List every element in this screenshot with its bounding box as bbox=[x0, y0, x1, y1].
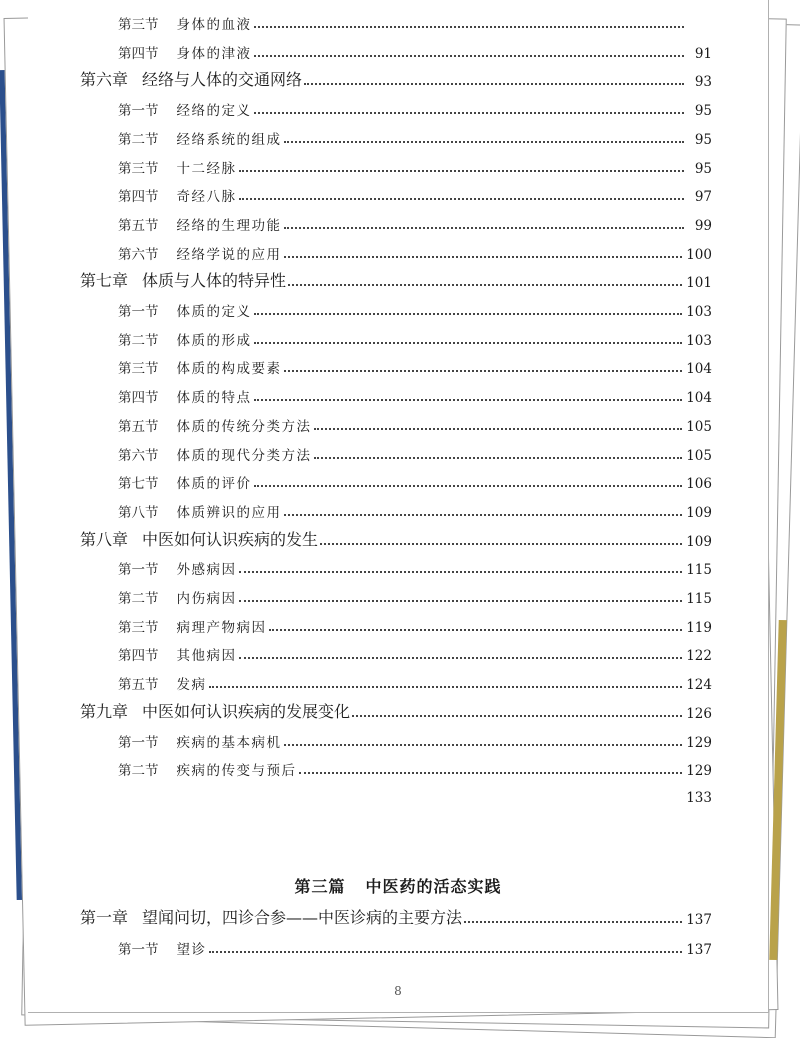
toc-page-number: 109 bbox=[686, 504, 712, 521]
toc-entry-title: 疾病的基本病机 bbox=[176, 734, 282, 751]
toc-page-number: 101 bbox=[686, 275, 712, 292]
toc-entry-label: 第六节 bbox=[118, 447, 159, 464]
toc-section-row[interactable] bbox=[118, 97, 712, 119]
toc-entry-label: 第五节 bbox=[118, 677, 159, 694]
toc-page-number: 100 bbox=[686, 246, 712, 263]
toc-chapter-row[interactable] bbox=[80, 269, 712, 291]
toc-dot-leader bbox=[209, 686, 683, 688]
toc-page-number: 104 bbox=[686, 361, 712, 378]
toc-page-number: 133 bbox=[686, 789, 712, 806]
toc-entry-label: 第一节 bbox=[118, 103, 159, 120]
toc-entry-label: 第三节 bbox=[118, 17, 159, 33]
toc-page-number: 126 bbox=[686, 705, 712, 722]
toc-dot-leader bbox=[254, 485, 683, 487]
toc-dot-leader bbox=[284, 141, 685, 143]
toc-entry-title: 中医如何认识疾病的发展变化 bbox=[142, 701, 351, 721]
toc-section-row[interactable] bbox=[118, 729, 712, 751]
toc-entry-title: 望诊 bbox=[176, 942, 207, 958]
toc-page-number: 103 bbox=[686, 304, 712, 320]
toc-entry-title: 其他病因 bbox=[176, 648, 237, 665]
toc-entry-title: 奇经八脉 bbox=[176, 189, 237, 206]
toc-section-row[interactable] bbox=[118, 585, 712, 607]
toc-section-row[interactable] bbox=[118, 757, 712, 779]
toc-section-row[interactable] bbox=[118, 40, 712, 62]
toc-entry-label: 第四节 bbox=[118, 189, 159, 206]
toc-dot-leader bbox=[288, 284, 682, 286]
toc-section-row[interactable] bbox=[118, 212, 712, 234]
toc-entry-title: 体质的形成 bbox=[176, 332, 252, 349]
toc-page-number: 124 bbox=[686, 677, 712, 694]
toc-section-row[interactable] bbox=[118, 384, 712, 406]
toc-dot-leader bbox=[239, 657, 683, 659]
toc-entry-label: 第四节 bbox=[118, 390, 159, 407]
toc-entry-label: 第一节 bbox=[118, 942, 159, 958]
toc-entry-label: 第二节 bbox=[118, 591, 159, 607]
toc-page-number: 93 bbox=[694, 74, 712, 91]
toc-entry-label: 第四节 bbox=[118, 45, 159, 62]
toc-dot-leader bbox=[284, 514, 683, 516]
toc-section-row[interactable] bbox=[118, 241, 712, 263]
toc-section-row[interactable] bbox=[118, 470, 712, 492]
toc-entry-title: 望闻问切，四诊合参——中医诊病的主要方法 bbox=[142, 908, 463, 927]
toc-page bbox=[28, 0, 769, 1013]
toc-chapter-row[interactable] bbox=[80, 906, 712, 928]
part-heading bbox=[28, 874, 768, 897]
toc-entry-title: 中医如何认识疾病的发生 bbox=[142, 529, 319, 549]
toc-page-number: 91 bbox=[694, 45, 712, 62]
toc-entry-title: 体质的传统分类方法 bbox=[176, 418, 312, 435]
toc-entry-title: 发病 bbox=[176, 677, 207, 694]
toc-page-number: 95 bbox=[694, 103, 712, 120]
toc-entry-title: 疾病的传变与预后 bbox=[176, 763, 297, 780]
toc-section-row[interactable] bbox=[118, 11, 712, 33]
toc-page-number: 105 bbox=[686, 418, 712, 435]
toc-page-number: 104 bbox=[686, 390, 712, 407]
toc-dot-leader bbox=[254, 112, 685, 114]
toc-section-row[interactable] bbox=[118, 126, 712, 148]
toc-section-row[interactable] bbox=[118, 183, 712, 205]
toc-entry-label: 第三节 bbox=[118, 619, 159, 636]
toc-section-row[interactable] bbox=[118, 413, 712, 435]
toc-dot-leader bbox=[299, 772, 683, 774]
toc-page-number: 137 bbox=[686, 942, 712, 958]
toc-dot-leader bbox=[239, 571, 683, 573]
toc-entry-title: 体质的评价 bbox=[176, 476, 252, 493]
toc-dot-leader bbox=[314, 428, 683, 430]
toc-dot-leader bbox=[209, 951, 683, 953]
toc-dot-leader bbox=[239, 600, 683, 602]
toc-dot-leader bbox=[284, 227, 685, 229]
toc-section-row[interactable] bbox=[118, 556, 712, 578]
toc-dot-leader bbox=[284, 744, 683, 746]
toc-entry-title: 外感病因 bbox=[176, 562, 237, 579]
toc-entry-title: 体质的定义 bbox=[176, 304, 252, 320]
toc-entry-title: 经络的定义 bbox=[176, 103, 252, 120]
toc-page-number: 129 bbox=[686, 763, 712, 780]
toc-page-number: 97 bbox=[694, 189, 712, 206]
toc-dot-leader bbox=[254, 55, 685, 57]
toc-dot-leader bbox=[320, 543, 682, 545]
toc-entry-title: 十二经脉 bbox=[176, 160, 237, 177]
toc-entry-title: 体质的特点 bbox=[176, 390, 252, 407]
toc-entry-title: 内伤病因 bbox=[176, 591, 237, 607]
toc-section-row[interactable] bbox=[118, 327, 712, 349]
toc-entry-title: 体质的构成要素 bbox=[176, 361, 282, 378]
page-folio: 8 bbox=[394, 984, 402, 998]
toc-entry-label: 第三节 bbox=[118, 361, 159, 378]
part-title: 中医药的活态实践 bbox=[365, 877, 502, 896]
toc-page-number: 122 bbox=[686, 648, 712, 665]
toc-page-number: 129 bbox=[686, 734, 712, 751]
toc-entry-label: 第一章 bbox=[80, 908, 129, 927]
toc-section-row[interactable] bbox=[118, 442, 712, 464]
toc-entry-label: 第一节 bbox=[118, 562, 159, 579]
toc-page-number: 99 bbox=[694, 217, 712, 234]
toc-section-row[interactable] bbox=[118, 499, 712, 521]
toc-page-number: 106 bbox=[686, 476, 712, 493]
toc-dot-leader bbox=[254, 399, 683, 401]
toc-entry-label: 第九章 bbox=[80, 701, 129, 721]
toc-page-number: 105 bbox=[686, 447, 712, 464]
toc-entry-label: 第一节 bbox=[118, 304, 159, 320]
toc-entry-label: 第五节 bbox=[118, 217, 159, 234]
toc-chapter-row[interactable] bbox=[80, 528, 712, 550]
toc-entry-title: 病理产物病因 bbox=[176, 619, 267, 636]
toc-entry-title: 经络的生理功能 bbox=[176, 217, 282, 234]
toc-entry-label: 第五节 bbox=[118, 418, 159, 435]
toc-entry-label: 第七节 bbox=[118, 476, 159, 493]
toc-dot-leader bbox=[254, 26, 685, 28]
toc-section-row[interactable] bbox=[118, 936, 712, 958]
part-label: 第三篇 bbox=[294, 877, 346, 896]
toc-entry-label: 第四节 bbox=[118, 648, 159, 665]
toc-page-number: 103 bbox=[686, 332, 712, 349]
toc-entry-label: 第八节 bbox=[118, 504, 159, 521]
toc-entry-label: 第二节 bbox=[118, 131, 159, 148]
toc-dot-leader bbox=[304, 83, 684, 85]
toc-page-number: 95 bbox=[694, 160, 712, 177]
toc-dot-leader bbox=[284, 256, 683, 258]
toc-entry-label: 第二节 bbox=[118, 332, 159, 349]
toc-entry-label: 第六章 bbox=[80, 70, 129, 90]
toc-dot-leader bbox=[352, 715, 682, 717]
toc-entry-title: 经络系统的组成 bbox=[176, 131, 282, 148]
toc-entry-label: 第六节 bbox=[118, 246, 159, 263]
toc-dot-leader bbox=[284, 370, 683, 372]
toc-page-number: 119 bbox=[686, 619, 712, 636]
toc-entry-title: 身体的津液 bbox=[176, 45, 252, 62]
toc-page-number: 109 bbox=[686, 533, 712, 550]
toc-page-number: 115 bbox=[686, 562, 712, 579]
toc-section-row[interactable] bbox=[118, 642, 712, 664]
toc-dot-leader bbox=[464, 921, 682, 923]
toc-page-number: 95 bbox=[694, 131, 712, 148]
toc-entry-title: 经络学说的应用 bbox=[176, 246, 282, 263]
toc-dot-leader bbox=[239, 198, 685, 200]
toc-chapter-row[interactable] bbox=[80, 700, 712, 722]
toc-page-number: 115 bbox=[686, 591, 712, 607]
toc-entry-label: 第七章 bbox=[80, 271, 129, 291]
toc-section-row[interactable] bbox=[118, 155, 712, 177]
toc-section-row[interactable] bbox=[118, 355, 712, 377]
toc-chapter-row[interactable] bbox=[80, 68, 712, 90]
toc-entry-label: 第八章 bbox=[80, 529, 129, 549]
toc-entry-title: 体质辨识的应用 bbox=[176, 504, 282, 521]
toc-entry-title: 经络与人体的交通网络 bbox=[142, 70, 303, 90]
toc-entry-title: 体质的现代分类方法 bbox=[176, 447, 312, 464]
toc-section-row[interactable] bbox=[118, 298, 712, 320]
toc-entry-label: 第三节 bbox=[118, 160, 159, 177]
table-of-contents bbox=[28, 0, 768, 1012]
toc-entry-title: 体质与人体的特异性 bbox=[142, 271, 287, 291]
toc-dot-leader bbox=[269, 629, 683, 631]
toc-page-number: 137 bbox=[686, 912, 712, 928]
toc-entry-title: 身体的血液 bbox=[176, 17, 252, 33]
toc-dot-leader bbox=[314, 457, 683, 459]
toc-dot-leader bbox=[254, 342, 683, 344]
toc-section-row[interactable] bbox=[118, 671, 712, 693]
toc-section-row[interactable] bbox=[118, 614, 712, 636]
toc-entry-label: 第一节 bbox=[118, 734, 159, 751]
toc-entry-label: 第二节 bbox=[118, 763, 159, 780]
toc-dot-leader bbox=[254, 313, 683, 315]
toc-dot-leader bbox=[239, 170, 685, 172]
